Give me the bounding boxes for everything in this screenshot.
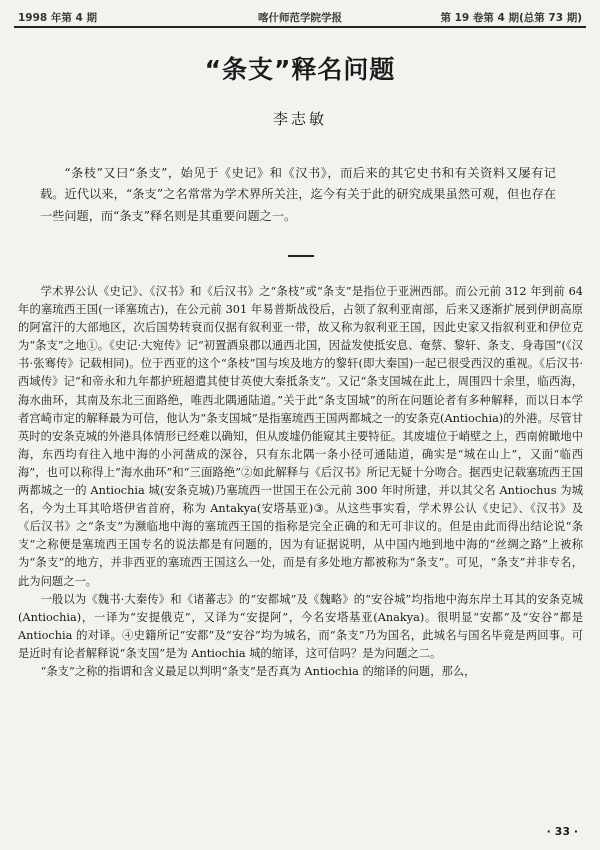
section-divider (288, 255, 314, 257)
paragraph: 学术界公认《史记》、《汉书》和《后汉书》之“条枝”或“条支”是指位于亚洲西部。而公元前 312 年到前 64 年的塞琉西王国(一译塞琉古)，在公元前 301 年易普斯战役后，占领了叙利亚南部，后来又逐渐扩展到伊朗高原的阿富汗的大部地区，次后国势转衰而仅据有叙利亚一带，故又称为叙利亚王国，因此史家又指叙利亚和伊位克为“条支”之地①。《史记·大宛传》记“初置酒泉郡以通西北国，因益发使抵安息、奄蔡、黎轩、条支、身毒国”(《汉书·张骞传》记载相同)。位于西亚的这个“条枝”国与埃及地方的黎轩(即大秦国)一起已很受西汉的重视。《后汉书·西域传》记“和帝永和九年都护班超遣其使甘英使大秦抵条支”。又记“条支国城在此上，周围四十余里，临西海，海水曲环，其南及东北三面路绝，唯西北隅通陆道。”关于此“条支国城”的所在问题论者有多种解释，而以日本学者宫崎市定的解释最为可信，他认为“条支国城”是指塞琉西王国两都城之一的安条克(Antiochia)的外港。尽管甘英时的安条克城的外港具体情形已经难以确知，但从废墟仍能窥其主要特征。其废墟位于峭壁之上，西南俯瞰地中海，东西均有往入地中海的小河凿成的深谷，只有东北隅一条小径可通陆道，确实是“城在山上”，又面“临西海”，也可以称得上“海水曲环”和“三面路绝”②如此解释与《后汉书》所记无疑十分吻合。据西史记载塞琉西王国两都城之一的 Antiochia 城(安条克城)乃塞琉西一世国王在公元前 300 年时所建，并以其父名 Antiochus 为城名，今为土耳其哈塔伊省首府，称为 Antakya(安塔基亚)③。从这些事实看，学术界公认《史记》、《汉书》及《后汉书》之“条支”为濒临地中海的塞琉西王国的指称是完全正确的和无可非议的。但是由此而得出结论说“条支”之称便是塞琉西王国专名的说法都是有问题的，因为有证据说明，从中国内地到地中海的“丝绸之路”上被称为“条支”的地方，并非西亚的塞琉西王国这么一处，而是有多处地方都被称为“条支”。可见，“条支”并非专名，此为问题之一。 (18, 285, 583, 588)
running-header (14, 4, 586, 28)
article-title: “条支”释名问题 (204, 55, 396, 84)
abstract: “条枝”又曰“条支”，始见于《史记》和《汉书》，而后来的其它史书和有关资料又屡有记载。近代以来，“条支”之名常常为学术界所关注，迄今有关于此的研究成果虽然可观，但也存在一些问题，而“条支”释名则是其重要问题之一。 (40, 166, 556, 223)
volume-label: 第 19 卷第 4 期(总第 73 期) (440, 12, 582, 24)
paragraph: “条支”之称的指谓和含义最足以判明“条支”是否真为 Antiochia 的缩译的问题，那么， (40, 664, 476, 678)
paragraph: 一般以为《魏书·大秦传》和《诸蕃志》的“安都城”及《魏略》的“安谷城”均指地中海东岸土耳其的安条克城(Antiochia)，一译为“安提俄克”，又译为“安提阿”，今名安塔基亚(Anakya)。很明显“安都”及“安谷”都是 Antiochia 的对译。④史籍所记“安都”及“安谷”均为城名，而“条支”乃为国名，此城名与国名毕竟是两回事。可是近时有论者解释说“条支国”是为 Antiochia 城的缩译，这可信吗？是为问题之二。 (18, 592, 583, 660)
page-number: · 33 · (546, 825, 578, 838)
issue-label: 1998 年第 4 期 (18, 12, 97, 24)
journal-name: 喀什师范学院学报 (258, 12, 342, 24)
article-body (18, 283, 583, 681)
author-name: 李志敏 (272, 110, 327, 128)
